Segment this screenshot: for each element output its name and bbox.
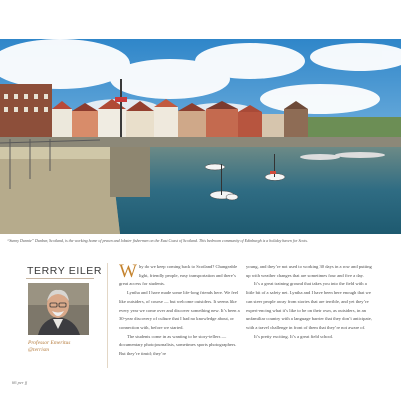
- paragraph-4: young, and they’re not used to working 30 days in a row and putting up with weather changes that are sometimes four and five a day.: [246, 264, 372, 278]
- paragraph-1: [119, 263, 240, 289]
- article-column-2: [246, 263, 376, 341]
- page-number: 66 per fj: [12, 380, 28, 385]
- paragraph-3: The students come in as wanting to be story-tellers — documentary photojournalists, sometimes sports photographers. But they’re timid; they’re: [119, 333, 237, 357]
- harbor-photo: [0, 39, 401, 234]
- drop-cap: W: [119, 261, 137, 282]
- article-column-1: [119, 263, 240, 359]
- photo-caption: “Sunny Dunnie” Dunbar, Scotland, is the working home of prawn and lobster fishermen on the East Coast of Scotland. This bedroom community of Edinburgh is a holiday haven for Scots.: [7, 238, 308, 243]
- author-divider: [26, 278, 94, 279]
- paragraph-2: Lyntha and I have made some life-long friends here. We feel like outsiders, of course — but welcome outsiders. It seems like every year we come over and discover something new. It’s been a 30-year discovery of culture that I had no knowledge about, or connection with, before we started.: [119, 290, 240, 330]
- column-divider: [107, 263, 108, 368]
- paragraph-1-text: hy do we keep coming back to Scotland? Changeable light, friendly people, easy transportation and there’s great access for students.: [119, 264, 238, 287]
- paragraph-5: It’s a great training ground that takes you into the field with a little bit of a safety net. Lyntha and I have been here enough that we can steer people away from stories that are terrible, and yet they’re experi-encing what it’s like to be on their own, as outsiders, in an unfamiliar country with a language barrier that they don’t anticipate, with a travel challenge in front of them that they’re not aware of.: [246, 281, 372, 330]
- author-portrait: [28, 283, 89, 335]
- author-name: TERRY EILER: [27, 265, 103, 277]
- paragraph-6: It’s pretty exciting. It’s a great field school.: [254, 333, 334, 339]
- author-role: [28, 340, 70, 354]
- role-title: Professor Emeritus: [28, 340, 71, 346]
- social-handle: @terrism: [28, 347, 49, 353]
